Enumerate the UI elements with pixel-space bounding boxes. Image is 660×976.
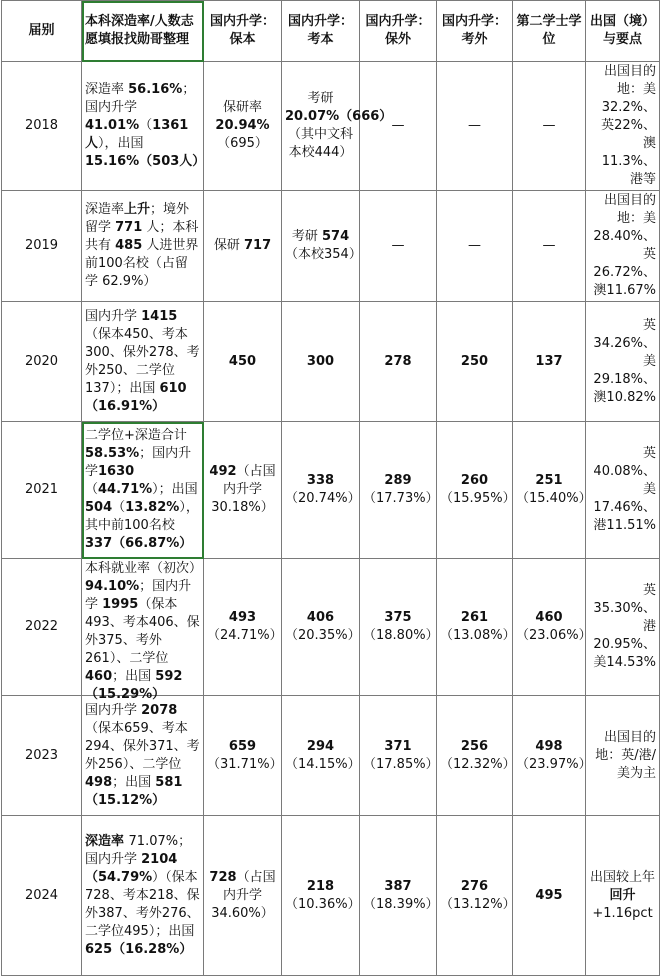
- cell-bao[interactable]: 728（占国内升学34.60%）: [204, 816, 282, 976]
- col-header-abroad[interactable]: 出国（境）与要点: [586, 1, 660, 62]
- cell-double[interactable]: 251 （15.40%）: [513, 422, 586, 559]
- cell-double[interactable]: 495: [513, 816, 586, 976]
- table-row: [2, 191, 660, 302]
- col-header-year[interactable]: 届别: [2, 1, 82, 62]
- cell-summary[interactable]: 本科就业率（初次）94.10%；国内升学 1995（保本493、考本406、保外375、考外261）、二学位460；出国 592（15.29%）: [82, 559, 204, 696]
- table-row: [2, 559, 660, 696]
- cell-kaowai[interactable]: 276 （13.12%）: [437, 816, 513, 976]
- cell-kao[interactable]: 294 （14.15%）: [282, 696, 360, 816]
- col-header-double[interactable]: 第二学士学位: [513, 1, 586, 62]
- cell-abroad[interactable]: 出国目的地：英/港/美为主: [586, 696, 660, 816]
- header-row: [2, 1, 660, 62]
- cell-year[interactable]: 2020: [2, 302, 82, 422]
- cell-year[interactable]: 2019: [2, 191, 82, 302]
- cell-bao[interactable]: 493 （24.71%）: [204, 559, 282, 696]
- cell-year[interactable]: 2024: [2, 816, 82, 976]
- cell-baowai[interactable]: 371 （17.85%）: [360, 696, 437, 816]
- cell-baowai[interactable]: 375 （18.80%）: [360, 559, 437, 696]
- cell-summary[interactable]: 深造率 71.07%；国内升学 2104（54.79%）（保本728、考本218、保外387、考外276、二学位495）；出国 625（16.28%）: [82, 816, 204, 976]
- cell-double[interactable]: —: [513, 191, 586, 302]
- table-row: [2, 422, 660, 559]
- cell-baowai[interactable]: 278: [360, 302, 437, 422]
- cell-abroad[interactable]: 出国目的地：美28.40%、英26.72%、澳11.67%: [586, 191, 660, 302]
- cell-kao[interactable]: 218 （10.36%）: [282, 816, 360, 976]
- cell-bao[interactable]: 492（占国内升学30.18%）: [204, 422, 282, 559]
- col-header-kaowai[interactable]: 国内升学：考外: [437, 1, 513, 62]
- col-header-bao[interactable]: 国内升学：保本: [204, 1, 282, 62]
- table-row: [2, 816, 660, 976]
- cell-kao[interactable]: 考研 20.07%（666） （其中文科本校444）: [282, 62, 360, 191]
- cell-summary[interactable]: 国内升学 2078（保本659、考本294、保外371、考外256）、二学位 498；出国 581（15.12%）: [82, 696, 204, 816]
- cell-summary-selected[interactable]: 二学位+深造合计58.53%；国内升学1630（44.71%）；出国504（13.82%），其中前100名校337（66.87%）: [82, 422, 204, 559]
- cell-baowai[interactable]: —: [360, 191, 437, 302]
- table-row: [2, 302, 660, 422]
- cell-baowai[interactable]: 289 （17.73%）: [360, 422, 437, 559]
- destination-table: [1, 0, 660, 976]
- cell-kaowai[interactable]: —: [437, 191, 513, 302]
- cell-summary[interactable]: 国内升学 1415（保本450、考本300、保外278、考外250、二学位137）；出国 610（16.91%）: [82, 302, 204, 422]
- cell-kao[interactable]: 考研 574 （本校354）: [282, 191, 360, 302]
- cell-bao[interactable]: 保研率 20.94% （695）: [204, 62, 282, 191]
- cell-kao[interactable]: 406 （20.35%）: [282, 559, 360, 696]
- cell-abroad[interactable]: 英34.26%、美29.18%、澳10.82%: [586, 302, 660, 422]
- cell-abroad[interactable]: 英35.30%、港20.95%、美14.53%: [586, 559, 660, 696]
- cell-summary[interactable]: 深造率 56.16%；国内升学 41.01%（1361人），出国 15.16%（503人）: [82, 62, 204, 191]
- cell-double[interactable]: 137: [513, 302, 586, 422]
- cell-abroad[interactable]: 英40.08%、美17.46%、港11.51%: [586, 422, 660, 559]
- cell-year[interactable]: 2023: [2, 696, 82, 816]
- cell-summary[interactable]: 深造率上升；境外留学 771 人；本科共有 485 人进世界前100名校（占留学 62.9%）: [82, 191, 204, 302]
- cell-baowai[interactable]: 387 （18.39%）: [360, 816, 437, 976]
- cell-kao[interactable]: 300: [282, 302, 360, 422]
- cell-year[interactable]: 2021: [2, 422, 82, 559]
- cell-bao[interactable]: 659 （31.71%）: [204, 696, 282, 816]
- col-header-summary[interactable]: 本科深造率/人数志愿填报找勋哥整理: [82, 1, 204, 62]
- cell-kaowai[interactable]: —: [437, 62, 513, 191]
- table-row: [2, 696, 660, 816]
- col-header-kao[interactable]: 国内升学：考本: [282, 1, 360, 62]
- cell-baowai[interactable]: —: [360, 62, 437, 191]
- cell-kao[interactable]: 338 （20.74%）: [282, 422, 360, 559]
- cell-abroad[interactable]: 出国目的地：美32.2%、英22%、澳11.3%、港等: [586, 62, 660, 191]
- cell-kaowai[interactable]: 250: [437, 302, 513, 422]
- cell-bao[interactable]: 保研 717: [204, 191, 282, 302]
- cell-kaowai[interactable]: 261 （13.08%）: [437, 559, 513, 696]
- cell-abroad[interactable]: 出国较上年回升 +1.16pct: [586, 816, 660, 976]
- table-row: [2, 62, 660, 191]
- cell-year[interactable]: 2018: [2, 62, 82, 191]
- cell-bao[interactable]: 450: [204, 302, 282, 422]
- cell-double[interactable]: —: [513, 62, 586, 191]
- cell-kaowai[interactable]: 260 （15.95%）: [437, 422, 513, 559]
- cell-kaowai[interactable]: 256 （12.32%）: [437, 696, 513, 816]
- col-header-baowai[interactable]: 国内升学：保外: [360, 1, 437, 62]
- cell-double[interactable]: 460 （23.06%）: [513, 559, 586, 696]
- cell-double[interactable]: 498 （23.97%）: [513, 696, 586, 816]
- cell-year[interactable]: 2022: [2, 559, 82, 696]
